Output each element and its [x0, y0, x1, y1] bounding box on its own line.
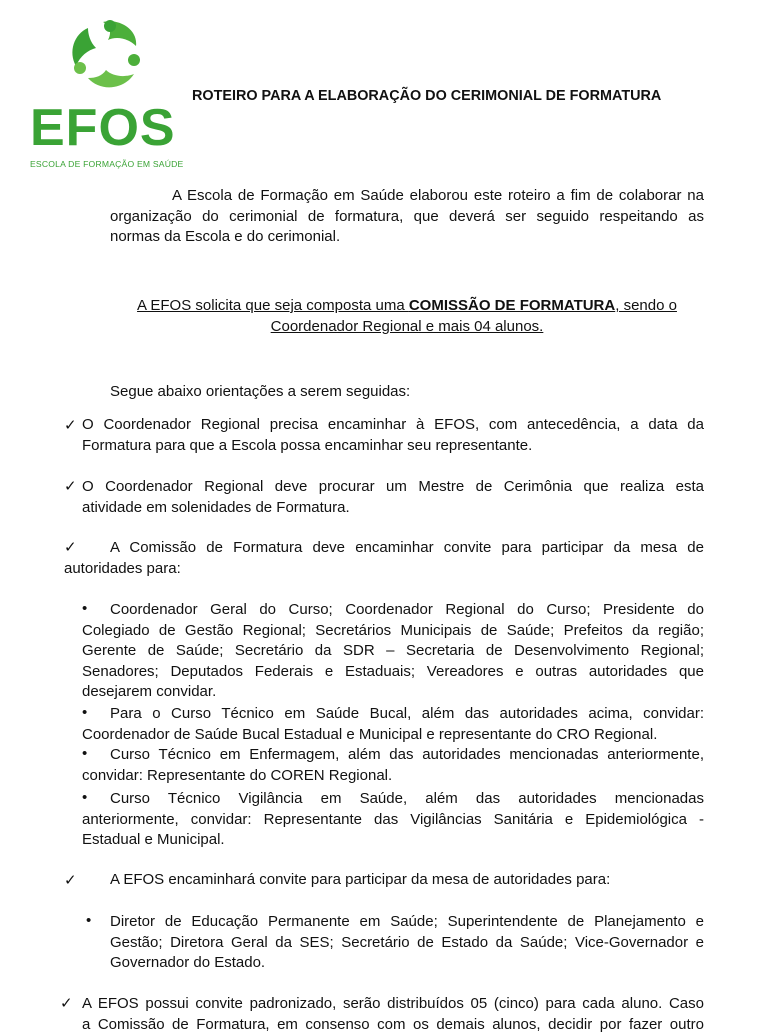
list-line: Diretor de Educação Permanente em Saúde; Superintendente de Planejamento e [110, 912, 704, 933]
commission-suffix: , sendo o [615, 297, 677, 314]
commission-request [110, 295, 704, 337]
check-item-1-line-2: Formatura para que a Escola possa encaminhar seu representante. [82, 436, 704, 457]
bullet-icon: • [82, 745, 87, 762]
efos-logo-emblem-icon [58, 16, 148, 96]
check-item-2-line-2: atividade em solenidades de Formatura. [82, 498, 704, 519]
list-line: desejarem convidar. [82, 682, 704, 703]
list-line: Estadual e Municipal. [82, 830, 704, 851]
bullet-icon: • [82, 600, 87, 617]
check-item-3 [64, 538, 704, 579]
check-icon: ✓ [60, 994, 73, 1012]
check-item-5-line-1: A EFOS possui convite padronizado, serão distribuídos 05 (cinco) para cada aluno. Caso [82, 994, 704, 1015]
check-item-1 [82, 415, 704, 456]
list-line: Coordenador de Saúde Bucal Estadual e Municipal e representante do CRO Regional. [82, 725, 704, 746]
check-icon: ✓ [64, 477, 77, 495]
commission-list-item-4 [82, 789, 704, 851]
intro-line-1: A Escola de Formação em Saúde elaborou este roteiro a fim de colaborar na [110, 186, 704, 207]
check-icon: ✓ [64, 871, 77, 889]
commission-list-item-3 [82, 745, 704, 786]
check-item-2 [82, 477, 704, 518]
check-item-5 [82, 994, 704, 1035]
commission-list-item-1 [82, 600, 704, 703]
intro-line-2: organização do cerimonial de formatura, que deverá ser seguido respeitando as [110, 207, 704, 228]
bullet-icon: • [86, 912, 91, 929]
check-item-3-line-2: autoridades para: [64, 559, 704, 580]
bullet-icon: • [82, 704, 87, 721]
check-item-5-line-2: a Comissão de Formatura, em consenso com os demais alunos, decidir por fazer outro [82, 1015, 704, 1035]
commission-line-1 [110, 295, 704, 316]
list-line: Gerente de Saúde; Secretário da SDR – Secretaria de Desenvolvimento Regional; [82, 641, 704, 662]
list-line: Curso Técnico em Enfermagem, além das autoridades mencionadas anteriormente, [82, 745, 704, 766]
list-line: anteriormente, convidar: Representante das Vigilâncias Sanitária e Epidemiológica - [82, 810, 704, 831]
check-icon: ✓ [64, 538, 77, 556]
commission-prefix: A EFOS solicita que seja composta uma [137, 297, 409, 314]
commission-list-item-2 [82, 704, 704, 745]
list-line: Colegiado de Gestão Regional; Secretários Municipais de Saúde; Prefeitos da região; [82, 621, 704, 642]
document-title: ROTEIRO PARA A ELABORAÇÃO DO CERIMONIAL DE FORMATURA [192, 88, 661, 104]
check-item-2-line-1: O Coordenador Regional deve procurar um Mestre de Cerimônia que realiza esta [82, 477, 704, 498]
efos-list-item-1 [110, 912, 704, 974]
list-line: Senadores; Deputados Federais e Estaduais; Vereadores e outras autoridades que [82, 662, 704, 683]
efos-logo [24, 16, 184, 176]
logo-wordmark: EFOS [30, 102, 176, 154]
intro-line-3: normas da Escola e do cerimonial. [110, 227, 704, 248]
commission-bold: COMISSÃO DE FORMATURA [409, 297, 615, 314]
check-icon: ✓ [64, 416, 77, 434]
logo-subtitle: ESCOLA DE FORMAÇÃO EM SAÚDE [30, 159, 183, 169]
list-line: Coordenador Geral do Curso; Coordenador Regional do Curso; Presidente do [82, 600, 704, 621]
list-line: Governador do Estado. [110, 953, 704, 974]
commission-line-2: Coordenador Regional e mais 04 alunos. [110, 316, 704, 337]
list-line: Gestão; Diretora Geral da SES; Secretário de Estado da Saúde; Vice-Governador e [110, 933, 704, 954]
check-item-1-line-1: O Coordenador Regional precisa encaminhar à EFOS, com antecedência, a data da [82, 415, 704, 436]
list-line: convidar: Representante do COREN Regional. [82, 766, 704, 787]
check-item-4: A EFOS encaminhará convite para participar da mesa de autoridades para: [110, 871, 610, 888]
intro-paragraph [110, 186, 704, 248]
check-item-3-line-1: A Comissão de Formatura deve encaminhar convite para participar da mesa de [64, 538, 704, 559]
bullet-icon: • [82, 789, 87, 806]
list-line: Para o Curso Técnico em Saúde Bucal, além das autoridades acima, convidar: [82, 704, 704, 725]
guidance-intro: Segue abaixo orientações a serem seguidas: [110, 383, 410, 400]
list-line: Curso Técnico Vigilância em Saúde, além das autoridades mencionadas [82, 789, 704, 810]
